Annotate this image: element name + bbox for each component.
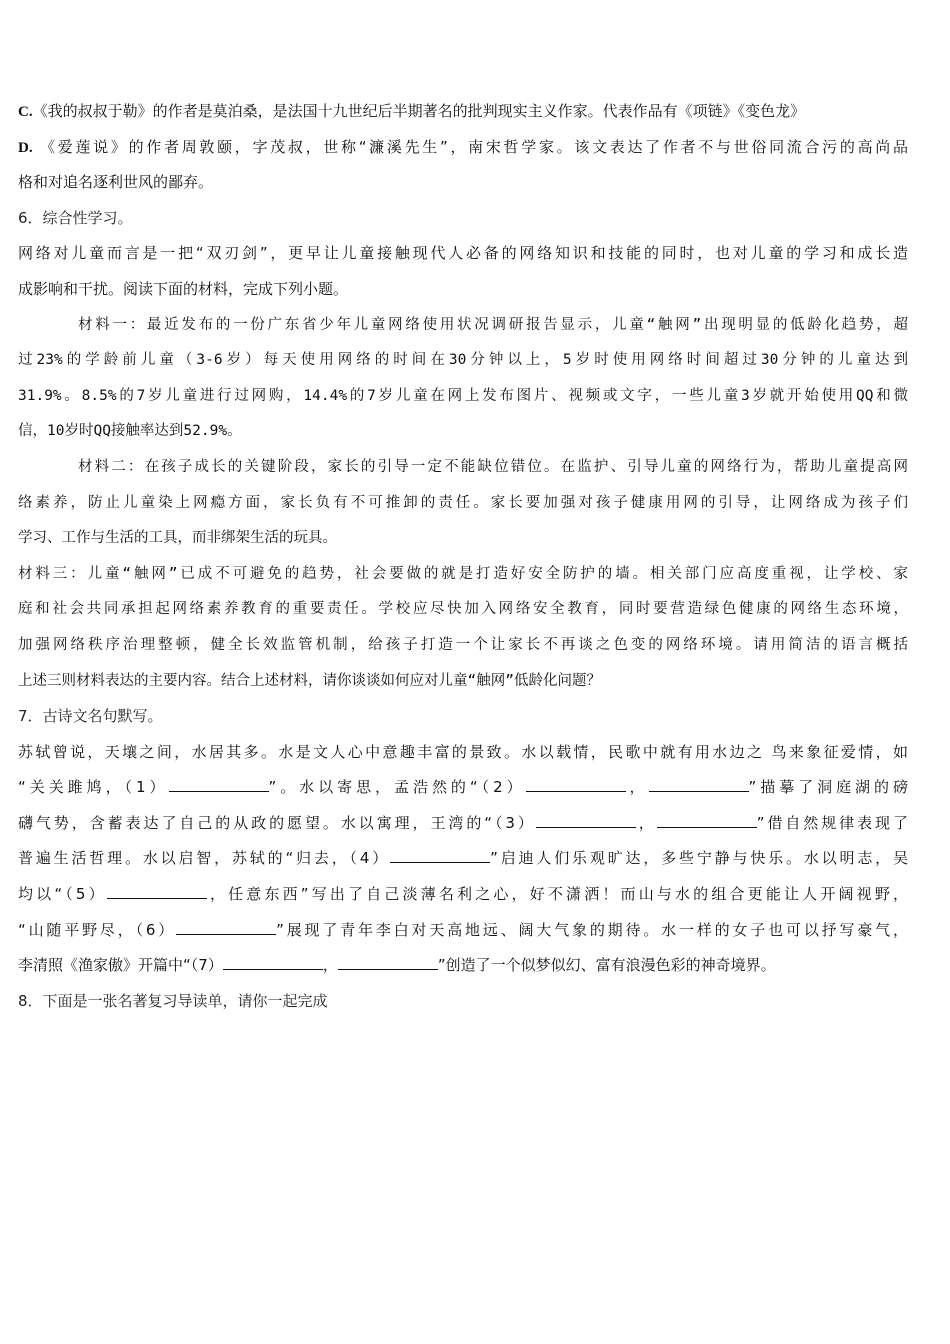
option-d-letter: D. bbox=[18, 139, 33, 156]
material-3-line-1: 材料三：儿童“触网”已成不可避免的趋势，社会要做的就是打造好安全防护的墙。相关部门应高度重视，让学校、家 bbox=[18, 565, 908, 582]
option-d-cont: 格和对追名逐利世风的鄙弃。 bbox=[18, 173, 214, 192]
answer-blank-7a[interactable] bbox=[223, 955, 323, 970]
material-2-line-3: 学习、工作与生活的工具，而非绑架生活的玩具。 bbox=[18, 530, 337, 547]
q7-line-4-text-a: 普遍生活哲理。水以启智，苏轼的“归去，（4） bbox=[18, 849, 391, 868]
q7-line-2-text-d: ”描摹了洞庭湖的磅 bbox=[748, 778, 908, 797]
material-1-line-3: 31.9%。8.5%的7岁儿童进行过网购，14.4%的7岁儿童在网上发布图片、视频或文字，一些儿童3岁就开始使用QQ和微 bbox=[18, 387, 908, 404]
material-1-line-4: 信，10岁时QQ接触率达到52.9%。 bbox=[18, 423, 242, 440]
answer-blank-4[interactable] bbox=[390, 848, 490, 863]
q7-line-2-text-b: ”。水以寄思，孟浩然的“（2） bbox=[268, 778, 526, 797]
material-1-line-2: 过23%的学龄前儿童（3-6岁）每天使用网络的时间在30分钟以上，5岁时使用网络时间超过30分钟的儿童达到 bbox=[18, 352, 908, 369]
q7-line-3-text-a: 礴气势，含蓄表达了自己的从政的愿望。水以寓理，王湾的“（3） bbox=[18, 813, 536, 832]
material-3-line-4: 上述三则材料表达的主要内容。结合上述材料，请你谈谈如何应对儿童“触网”低龄化问题？ bbox=[18, 672, 601, 689]
q7-line-6-text-b: ”展现了青年李白对天高地远、阔大气象的期待。水一样的女子也可以抒写豪气， bbox=[276, 920, 908, 939]
q7-line-3-text-b: ， bbox=[635, 813, 657, 832]
q7-line-2 bbox=[18, 770, 908, 806]
answer-blank-2b[interactable] bbox=[649, 777, 749, 792]
q7-line-3-text-c: ”借自然规律表现了 bbox=[756, 813, 908, 832]
option-d-text-1: 《爱莲说》的作者周敦颐，字茂叔，世称“濂溪先生”，南宋哲学家。该文表达了作者不与世俗同流合污的高尚品 bbox=[40, 137, 908, 156]
option-c bbox=[18, 94, 908, 130]
material-3-line-3: 加强网络秩序治理整顿，健全长效监管机制，给孩子打造一个让家长不再谈之色变的网络环境。请用简洁的语言概括 bbox=[18, 636, 908, 653]
material-2-line-1: 材料二：在孩子成长的关键阶段，家长的引导一定不能缺位错位。在监护、引导儿童的网络行为，帮助儿童提高网 bbox=[78, 458, 908, 475]
q7-line-2-text-a: “关关雎鸠，（1） bbox=[18, 778, 169, 797]
q7-line-5-text-b: ，任意东西”写出了自己淡薄名利之心，好不潇洒！而山与水的组合更能让人开阔视野， bbox=[206, 885, 908, 904]
q8-title: 8．下面是一张名著复习导读单，请你一起完成 bbox=[18, 991, 328, 1010]
material-2-line-2: 络素养，防止儿童染上网瘾方面，家长负有不可推卸的责任。家长要加强对孩子健康用网的引导，让网络成为孩子们 bbox=[18, 494, 908, 511]
answer-blank-1[interactable] bbox=[169, 777, 269, 792]
q7-line-7-text-a: 李清照《渔家傲》开篇中“（7） bbox=[18, 956, 223, 975]
q7-line-7 bbox=[18, 948, 908, 984]
q7-line-2-text-c: ， bbox=[625, 778, 649, 797]
option-c-letter: C. bbox=[18, 104, 33, 120]
q7-line-5 bbox=[18, 877, 908, 913]
option-d bbox=[18, 130, 908, 166]
answer-blank-3a[interactable] bbox=[536, 813, 636, 828]
q7-line-4 bbox=[18, 841, 908, 877]
q7-line-6 bbox=[18, 913, 908, 949]
q7-line-4-text-b: ”启迪人们乐观旷达，多些宁静与快乐。水以明志，吴 bbox=[490, 849, 908, 868]
q7-line-3 bbox=[18, 806, 908, 842]
document-page bbox=[18, 94, 908, 1019]
answer-blank-5[interactable] bbox=[107, 884, 207, 899]
material-1-line-1: 材料一：最近发布的一份广东省少年儿童网络使用状况调研报告显示，儿童“触网”出现明显的低龄化趋势，超 bbox=[78, 316, 908, 333]
q6-intro-1: 网络对儿童而言是一把“双刃剑”，更早让儿童接触现代人必备的网络知识和技能的同时，也对儿童的学习和成长造 bbox=[18, 244, 908, 263]
answer-blank-7b[interactable] bbox=[338, 955, 438, 970]
q7-line-7-text-c: ”创造了一个似梦似幻、富有浪漫色彩的神奇境界。 bbox=[437, 956, 776, 975]
q7-title: 7．古诗文名句默写。 bbox=[18, 707, 163, 726]
option-c-text: 《我的叔叔于勒》的作者是莫泊桑，是法国十九世纪后半期著名的批判现实主义作家。代表作品有《项链》《变色龙》 bbox=[32, 102, 806, 120]
q7-line-5-text-a: 均以“（5） bbox=[18, 885, 107, 904]
q7-line-6-text-a: “山随平野尽，（6） bbox=[18, 920, 177, 939]
answer-blank-6[interactable] bbox=[176, 920, 276, 935]
material-3-line-2: 庭和社会共同承担起网络素养教育的重要责任。学校应尽快加入网络安全教育，同时要营造绿色健康的网络生态环境， bbox=[18, 601, 908, 618]
answer-blank-2a[interactable] bbox=[526, 777, 626, 792]
q7-line-7-text-b: ， bbox=[322, 956, 338, 975]
q7-line-1: 苏轼曾说，天壤之间，水居其多。水是文人心中意趣丰富的景致。水以载情，民歌中就有用水边之 鸟来象征爱情，如 bbox=[18, 742, 908, 761]
q6-intro-2: 成影响和干扰。阅读下面的材料，完成下列小题。 bbox=[18, 279, 349, 298]
answer-blank-3b[interactable] bbox=[657, 813, 757, 828]
q6-title: 6．综合性学习。 bbox=[18, 208, 133, 227]
